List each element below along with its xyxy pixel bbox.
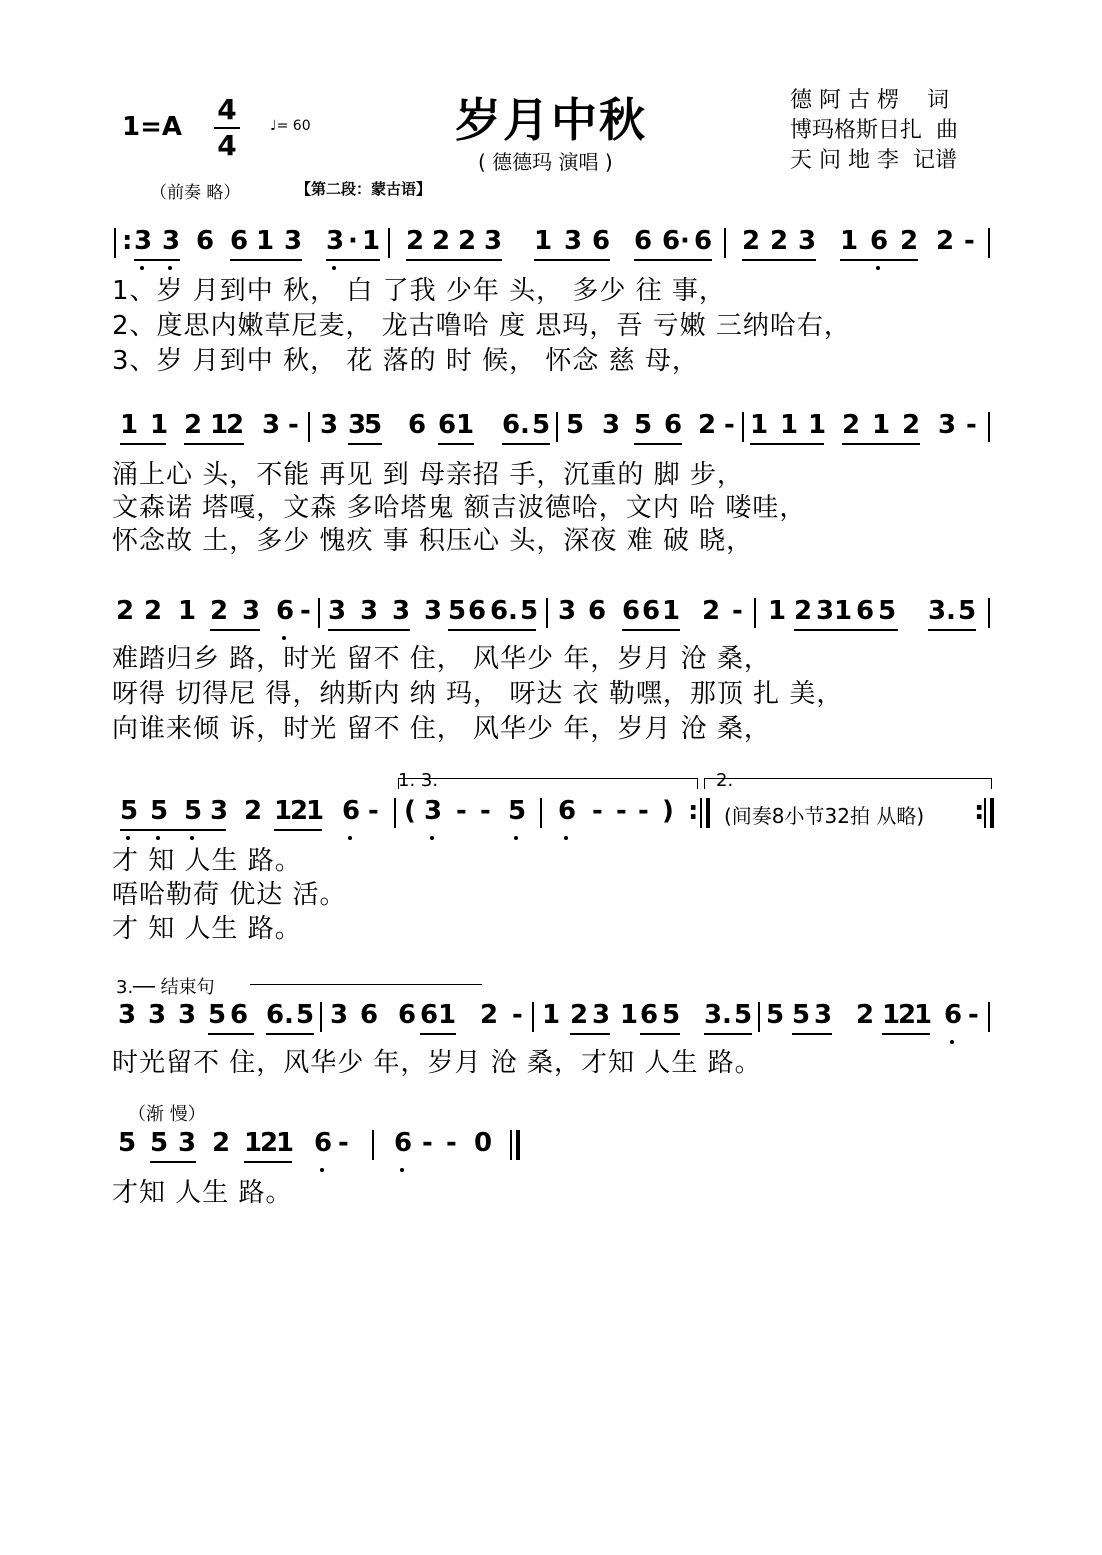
notation-row-3: 2 2 1 2 3 6 - 3 3 3 3 5 6 6 . 5 3 6 6 6 1 2 - 1 2 3 1 6 5 3 . 5 [112, 596, 1002, 630]
volta-bracket-2 [704, 778, 992, 789]
volta-1-3: 1. 3. [398, 770, 439, 791]
tempo-mark: ♩= 60 [270, 118, 311, 134]
lyrics-verse-2: 文森诺 塔嘎，文森 多哈塔鬼 额吉波德哈，文内 哈 喽哇， [112, 493, 807, 523]
time-signature-top: 4 [217, 93, 237, 126]
lyrics-verse-2: 呀得 切得尼 得，纳斯内 纳 玛， 呀达 衣 勒嘿，那顶 扎 美， [112, 679, 844, 709]
notation-row-6: 5 5 3 2 1 2 1 6 - 6 - - 0 [112, 1128, 1002, 1162]
lyrics-verse-3: 才 知 人生 路。 [112, 914, 302, 944]
volta-2: 2. [716, 770, 734, 791]
transcriber-credit: 天 问 地 李 记谱 [790, 148, 957, 173]
section-note: 【第二段：蒙古语】 [296, 180, 432, 198]
lyrics-verse-1: 涌上心 头，不能 再见 到 母亲招 手，沉重的 脚 步， [112, 460, 744, 490]
lyrics-verse-3: 3、岁 月到中 秋， 花 落的 时 候， 怀念 慈 母， [112, 346, 699, 376]
lyrics-final: 才知 人生 路。 [112, 1178, 293, 1208]
notation-row-4: 5 5 5 3 2 1 2 1 6 - ( 3 - - 5 6 - - - ) : (间奏8小节32拍 从略) : [112, 796, 1002, 830]
lyrics-verse-2: 2、度思内嫩草尼麦， 龙古噜哈 度 思玛，吾 亏嫩 三纳哈右， [112, 311, 851, 341]
lyrics-verse-1: 难踏归乡 路，时光 留不 住， 风华少 年，岁月 沧 桑， [112, 644, 771, 674]
tempo-instruction: （渐 慢） [128, 1104, 206, 1125]
time-signature-bottom: 4 [217, 129, 237, 162]
intro-note: （前奏 略） [150, 183, 241, 203]
lyrics-verse-1: 才 知 人生 路。 [112, 846, 302, 876]
time-signature [212, 93, 242, 163]
credits-block [790, 86, 958, 176]
lyrics-verse-1: 1、岁 月到中 秋， 白 了我 少年 头， 多少 往 事， [112, 276, 726, 306]
lyrics-verse-2: 唔哈勒荷 优达 活。 [112, 880, 347, 910]
volta-line-3 [250, 984, 482, 985]
volta-3-ending: 3.── 结束句 [116, 977, 215, 998]
lyrics-ending: 时光留不 住，风华少 年，岁月 沧 桑，才知 人生 路。 [112, 1048, 762, 1078]
lyricist-credit: 德 阿 古 楞 词 [790, 88, 949, 113]
key-signature: 1=A [122, 112, 182, 142]
lyrics-verse-3: 怀念故 土，多少 愧疚 事 积压心 头，深夜 难 破 晓， [112, 526, 754, 556]
volta-bracket-1 [398, 778, 698, 789]
lyrics-verse-3: 向谁来倾 诉，时光 留不 住， 风华少 年，岁月 沧 桑， [112, 714, 771, 744]
notation-row-5: 3 3 3 5 6 6 . 5 3 6 6 6 1 2 - 1 2 3 1 6 5 3 . 5 5 5 3 2 1 2 1 6 - [112, 1000, 1002, 1034]
notation-row-1: : 3 3 6 6 1 3 3 · 1 2 2 2 3 1 3 6 6 6 · 6 2 2 3 1 6 2 2 - [112, 226, 1002, 260]
singer-credit: ( 德德玛 演唱 ) [478, 150, 613, 174]
song-title: 岁月中秋 [455, 93, 647, 147]
interlude-note: (间奏8小节32拍 从略) [724, 804, 925, 828]
composer-credit: 博玛格斯日扎 曲 [790, 118, 958, 143]
notation-row-2: 1 1 2 1 2 3 - 3 3 5 6 6 1 6 . 5 5 3 5 6 2 - 1 1 1 2 1 2 3 - [112, 410, 1002, 444]
